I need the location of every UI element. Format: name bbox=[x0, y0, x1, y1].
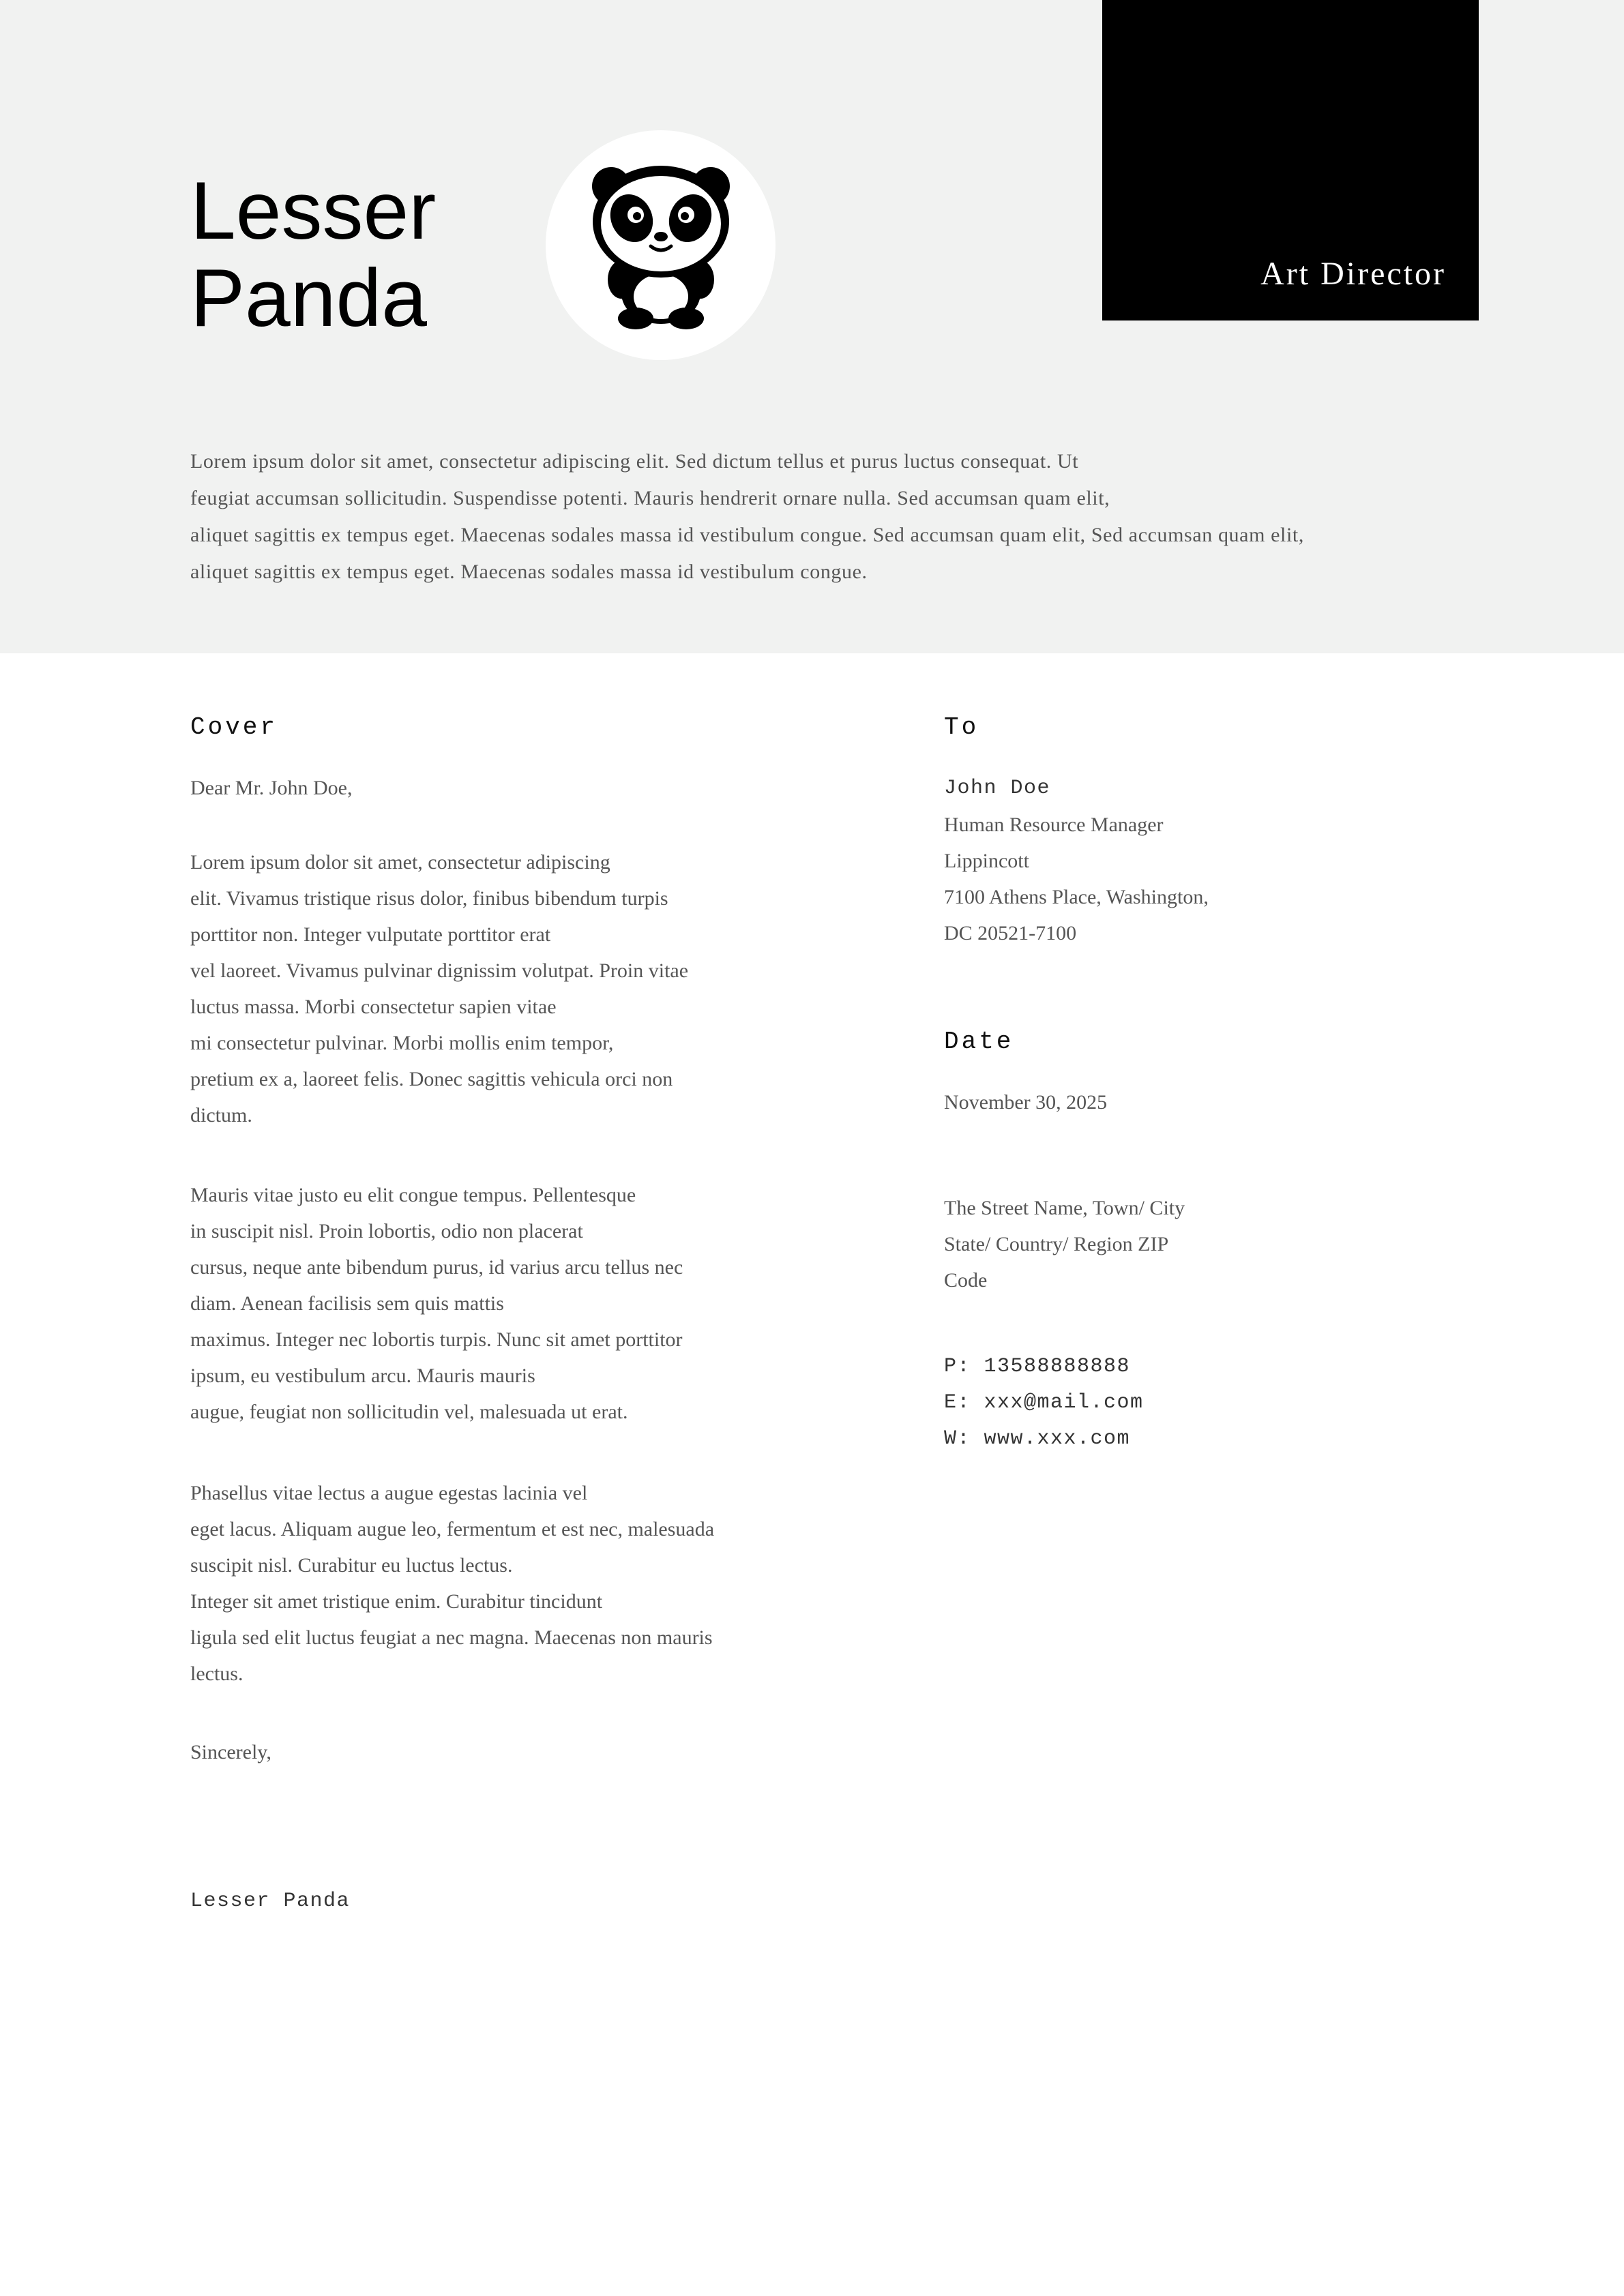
avatar bbox=[546, 130, 776, 360]
cover-paragraph-3 bbox=[190, 1475, 804, 1692]
paragraph-line: Phasellus vitae lectus a augue egestas lacinia vel bbox=[190, 1482, 588, 1504]
panda-icon bbox=[582, 160, 739, 331]
recipient-title: Human Resource Manager bbox=[944, 814, 1164, 836]
role-box bbox=[1102, 0, 1479, 320]
date-value: November 30, 2025 bbox=[944, 1091, 1108, 1114]
paragraph-line: augue, feugiat non sollicitudin vel, malesuada ut erat. bbox=[190, 1401, 628, 1423]
sender-address-line: The Street Name, Town/ City bbox=[944, 1197, 1185, 1219]
paragraph-line: ipsum, eu vestibulum arcu. Mauris mauris bbox=[190, 1365, 535, 1387]
recipient-address-line: DC 20521-7100 bbox=[944, 922, 1077, 944]
sender-address-line: Code bbox=[944, 1269, 988, 1292]
cover-paragraph-2 bbox=[190, 1177, 804, 1430]
paragraph-line: in suscipit nisl. Proin lobortis, odio non placerat bbox=[190, 1220, 583, 1242]
paragraph-line: lectus. bbox=[190, 1663, 243, 1685]
intro-text bbox=[190, 443, 1438, 591]
paragraph-line: elit. Vivamus tristique risus dolor, finibus bibendum turpis bbox=[190, 887, 668, 910]
paragraph-line: ligula sed elit luctus feugiat a nec magna. Maecenas non mauris bbox=[190, 1626, 713, 1649]
paragraph-line: diam. Aenean facilisis sem quis mattis bbox=[190, 1292, 504, 1315]
salutation bbox=[190, 770, 804, 806]
date-block bbox=[944, 1084, 1544, 1120]
salutation-text: Dear Mr. John Doe, bbox=[190, 777, 353, 799]
intro-line: feugiat accumsan sollicitudin. Suspendisse potenti. Mauris hendrerit ornare nulla. Sed accumsan quam elit, bbox=[190, 487, 1110, 509]
paragraph-line: Mauris vitae justo eu elit congue tempus. Pellentesque bbox=[190, 1184, 636, 1206]
email-link[interactable]: E: xxx@mail.com bbox=[944, 1391, 1144, 1414]
contact-block bbox=[944, 1349, 1544, 1457]
signature-text: Lesser Panda bbox=[190, 1890, 351, 1913]
recipient-block bbox=[944, 771, 1544, 951]
paragraph-line: eget lacus. Aliquam augue leo, fermentum et est nec, malesuada bbox=[190, 1518, 715, 1540]
role-label: Art Director bbox=[1260, 256, 1446, 292]
name-title bbox=[190, 167, 436, 342]
website-link[interactable]: W: www.xxx.com bbox=[944, 1427, 1131, 1450]
paragraph-line: Integer sit amet tristique enim. Curabitur tincidunt bbox=[190, 1590, 603, 1613]
cover-paragraph-1 bbox=[190, 844, 804, 1133]
recipient-name: John Doe bbox=[944, 777, 1051, 800]
paragraph-line: mi consectetur pulvinar. Morbi mollis enim tempor, bbox=[190, 1032, 614, 1054]
recipient-company: Lippincott bbox=[944, 850, 1029, 872]
paragraph-line: maximus. Integer nec lobortis turpis. Nunc sit amet porttitor bbox=[190, 1328, 683, 1351]
paragraph-line: porttitor non. Integer vulputate porttitor erat bbox=[190, 923, 551, 946]
intro-line: aliquet sagittis ex tempus eget. Maecenas sodales massa id vestibulum congue. bbox=[190, 561, 868, 583]
name-line-1: Lesser bbox=[190, 165, 437, 256]
paragraph-line: dictum. bbox=[190, 1104, 252, 1127]
date-heading: Date bbox=[944, 1028, 1014, 1056]
paragraph-line: suscipit nisl. Curabitur eu luctus lectus. bbox=[190, 1554, 513, 1577]
sender-address-line: State/ Country/ Region ZIP bbox=[944, 1233, 1169, 1255]
intro-line: Lorem ipsum dolor sit amet, consectetur adipiscing elit. Sed dictum tellus et purus luctus consequat. Ut bbox=[190, 450, 1079, 473]
phone-text: P: 13588888888 bbox=[944, 1355, 1131, 1378]
cover-heading: Cover bbox=[190, 713, 278, 741]
closing-text: Sincerely, bbox=[190, 1741, 271, 1763]
recipient-address-line: 7100 Athens Place, Washington, bbox=[944, 886, 1209, 908]
to-heading: To bbox=[944, 713, 979, 741]
paragraph-line: pretium ex a, laoreet felis. Donec sagittis vehicula orci non bbox=[190, 1068, 673, 1090]
paragraph-line: luctus massa. Morbi consectetur sapien vitae bbox=[190, 996, 557, 1018]
closing bbox=[190, 1734, 804, 1770]
signature bbox=[190, 1883, 804, 1920]
intro-line: aliquet sagittis ex tempus eget. Maecenas sodales massa id vestibulum congue. Sed accumsan quam elit, Sed accumsan quam elit, bbox=[190, 524, 1304, 546]
sender-address bbox=[944, 1190, 1544, 1298]
name-line-2: Panda bbox=[190, 252, 427, 344]
paragraph-line: Lorem ipsum dolor sit amet, consectetur adipiscing bbox=[190, 851, 610, 874]
paragraph-line: vel laoreet. Vivamus pulvinar dignissim volutpat. Proin vitae bbox=[190, 959, 689, 982]
paragraph-line: cursus, neque ante bibendum purus, id varius arcu tellus nec bbox=[190, 1256, 683, 1279]
